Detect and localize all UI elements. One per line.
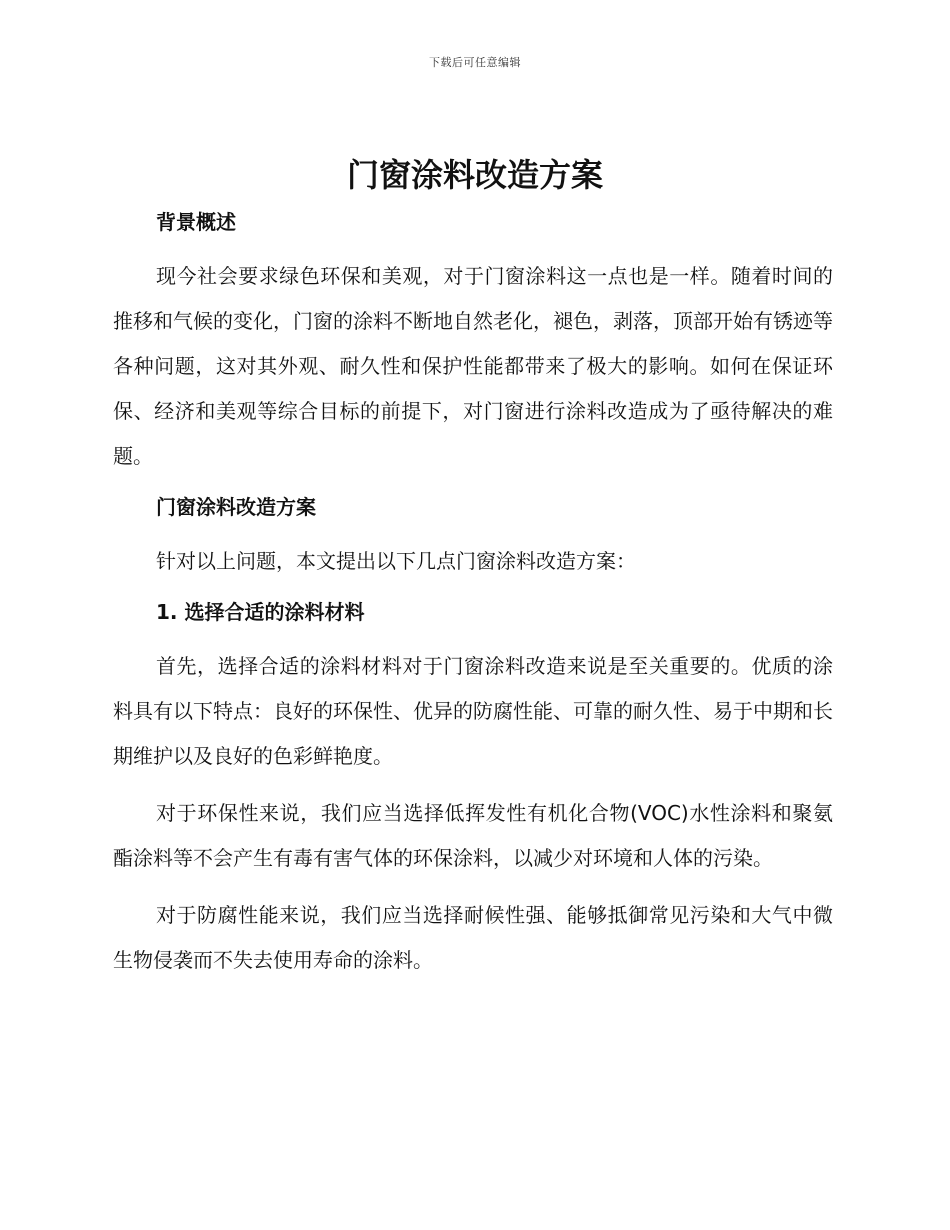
- document-title: 门窗涂料改造方案: [346, 156, 603, 194]
- plan-heading: 门窗涂料改造方案: [156, 495, 316, 519]
- item1-heading: 1. 选择合适的涂料材料: [156, 600, 365, 624]
- plan-intro-paragraph: 针对以上问题，本文提出以下几点门窗涂料改造方案：: [156, 549, 636, 573]
- item1-paragraph-1: 首先，选择合适的涂料材料对于门窗涂料改造来说是至关重要的。优质的涂料具有以下特点：良好的环保性、优异的防腐性能、可靠的耐久性、易于中期和长期维护以及良好的色彩鲜艳度。: [113, 654, 833, 768]
- item1-paragraph-3: 对于防腐性能来说，我们应当选择耐候性强、能够抵御常见污染和大气中微生物侵袭而不失去使用寿命的涂料。: [113, 903, 833, 972]
- header-note: 下载后可任意编辑: [429, 56, 521, 69]
- item1-paragraph-2: 对于环保性来说，我们应当选择低挥发性有机化合物(VOC)水性涂料和聚氨酯涂料等不会产生有毒有害气体的环保涂料，以减少对环境和人体的污染。: [113, 801, 833, 870]
- background-heading: 背景概述: [156, 210, 236, 234]
- document-body: [113, 206, 833, 995]
- background-paragraph: 现今社会要求绿色环保和美观，对于门窗涂料这一点也是一样。随着时间的推移和气候的变化，门窗的涂料不断地自然老化，褪色，剥落，顶部开始有锈迹等各种问题，这对其外观、耐久性和保护性能都带来了极大的影响。如何在保证环保、经济和美观等综合目标的前提下，对门窗进行涂料改造成为了亟待解决的难题。: [113, 264, 833, 468]
